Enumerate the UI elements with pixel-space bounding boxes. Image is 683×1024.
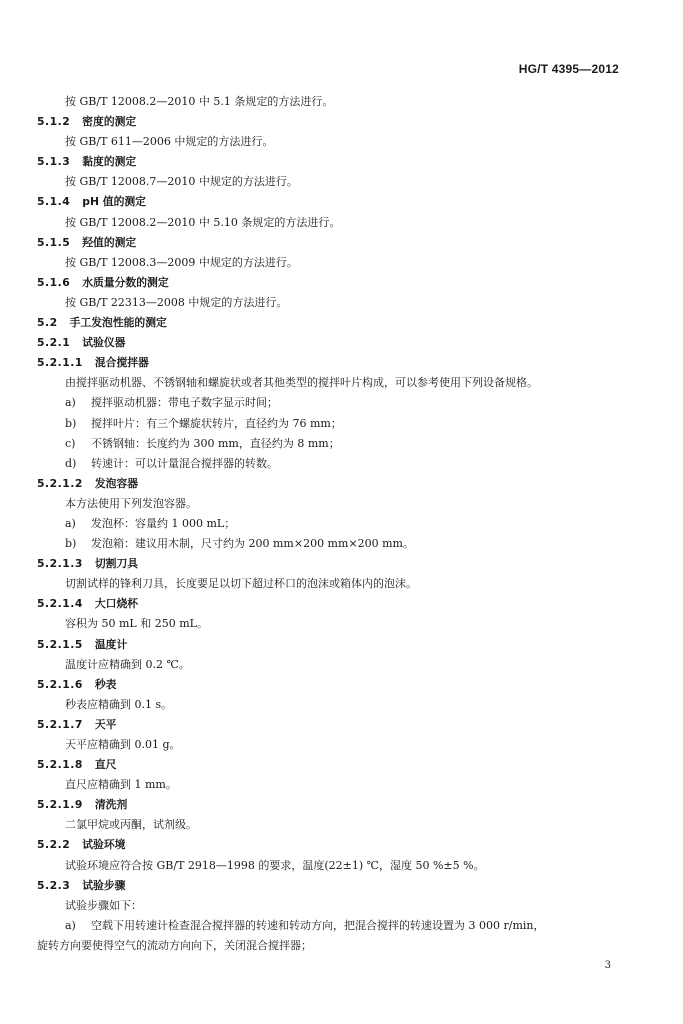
paragraph: 秒表应精确到 0.1 s。	[65, 697, 173, 711]
list-item-text: 不锈钢轴：长度约为 300 mm，直径约为 8 mm；	[91, 436, 340, 450]
section-heading	[37, 353, 637, 373]
section-heading	[37, 333, 637, 353]
section-heading	[37, 635, 637, 655]
section-heading	[37, 755, 637, 775]
section-title: 发泡容器	[94, 476, 139, 490]
section-heading	[37, 313, 637, 333]
paragraph: 直尺应精确到 1 mm。	[65, 778, 177, 792]
section-title: pH 值的测定	[82, 195, 146, 209]
section-title: 温度计	[94, 637, 128, 651]
list-marker: a)	[65, 918, 76, 932]
paragraph: 按 GB/T 12008.3—2009 中规定的方法进行。	[65, 255, 298, 269]
section-heading	[37, 112, 637, 132]
paragraph: 温度计应精确到 0.2 ℃。	[65, 657, 190, 671]
section-title: 切割刀具	[94, 557, 139, 571]
list-item	[37, 514, 637, 534]
section-heading	[37, 152, 637, 172]
section-number: 5.2.1.8	[37, 758, 83, 772]
paragraph: 二氯甲烷或丙酮，试剂级。	[65, 818, 197, 832]
section-number: 5.2.1.5	[37, 637, 83, 651]
paragraph: 按 GB/T 12008.2—2010 中 5.10 条规定的方法进行。	[65, 215, 341, 229]
list-item	[37, 454, 637, 474]
section-number: 5.2.1.9	[37, 798, 83, 812]
list-marker: a)	[65, 516, 76, 530]
list-marker: a)	[65, 396, 76, 410]
section-number: 5.2.2	[37, 838, 71, 852]
section-title: 试验环境	[82, 838, 126, 852]
paragraph: 天平应精确到 0.01 g。	[65, 738, 181, 751]
section-title: 试验步骤	[82, 878, 126, 892]
paragraph: 试验环境应符合按 GB/T 2918—1998 的要求，温度(22±1) ℃，湿度 50 %±5 %。	[65, 858, 485, 872]
section-number: 5.2.1.4	[37, 597, 83, 611]
section-number: 5.2.3	[37, 878, 71, 892]
section-heading	[37, 715, 637, 735]
section-title: 密度的测定	[82, 115, 137, 129]
list-marker: b)	[65, 537, 77, 551]
paragraph: 本方法使用下列发泡容器。	[65, 496, 197, 510]
section-heading	[37, 876, 637, 896]
list-item	[37, 414, 637, 434]
section-title: 黏度的测定	[82, 155, 137, 169]
section-number: 5.1.6	[37, 275, 71, 289]
section-heading	[37, 675, 637, 695]
paragraph: 切割试样的锋利刀具，长度要足以切下超过杯口的泡沫或箱体内的泡沫。	[65, 577, 417, 591]
section-title: 手工发泡性能的测定	[69, 316, 167, 330]
paragraph: 按 GB/T 611—2006 中规定的方法进行。	[65, 135, 274, 149]
list-marker: d)	[65, 456, 77, 470]
standard-code: HG/T 4395—2012	[518, 62, 619, 76]
section-heading	[37, 554, 637, 574]
list-item	[37, 534, 637, 554]
section-number: 5.2	[37, 316, 58, 330]
section-number: 5.2.1	[37, 336, 71, 350]
list-item-text: 搅拌叶片：有三个螺旋状转片，直径约为 76 mm；	[91, 416, 342, 430]
paragraph: 容积为 50 mL 和 250 mL。	[65, 617, 208, 631]
list-item-text: 发泡箱：建议用木制，尺寸约为 200 mm×200 mm×200 mm。	[91, 537, 414, 551]
section-title: 羟值的测定	[82, 235, 137, 249]
section-number: 5.2.1.3	[37, 557, 83, 571]
section-number: 5.2.1.7	[37, 717, 83, 731]
list-item	[37, 393, 637, 413]
list-marker: c)	[65, 436, 76, 450]
list-marker: b)	[65, 416, 77, 430]
list-item-text: 转速计：可以计量混合搅拌器的转数。	[91, 456, 278, 470]
section-heading	[37, 594, 637, 614]
section-number: 5.1.5	[37, 235, 71, 249]
list-item-text: 发泡杯：容量约 1 000 mL；	[91, 516, 236, 530]
section-heading	[37, 273, 637, 293]
section-number: 5.1.3	[37, 155, 71, 169]
paragraph: 按 GB/T 12008.7—2010 中规定的方法进行。	[65, 175, 298, 189]
section-title: 试验仪器	[82, 336, 126, 350]
section-title: 水质量分数的测定	[82, 275, 169, 289]
section-heading	[37, 233, 637, 253]
section-title: 直尺	[94, 758, 117, 772]
section-title: 天平	[94, 717, 117, 731]
section-number: 5.1.4	[37, 195, 71, 209]
paragraph: 按 GB/T 12008.2—2010 中 5.1 条规定的方法进行。	[65, 95, 334, 108]
section-title: 清洗剂	[94, 798, 128, 812]
section-heading	[37, 192, 637, 212]
list-item	[37, 916, 637, 936]
section-number: 5.2.1.1	[37, 356, 83, 370]
list-item-text: 搅拌驱动机器：带电子数字显示时间；	[91, 396, 278, 410]
section-heading	[37, 835, 637, 855]
page-number: 3	[604, 960, 611, 971]
paragraph-continuation: 旋转方向要使得空气的流动方向向下，关闭混合搅拌器；	[37, 938, 312, 952]
section-heading	[37, 474, 637, 494]
section-number: 5.1.2	[37, 115, 71, 129]
paragraph: 试验步骤如下：	[65, 898, 142, 912]
document-body	[37, 92, 637, 956]
paragraph: 按 GB/T 22313—2008 中规定的方法进行。	[65, 295, 288, 309]
section-heading	[37, 795, 637, 815]
section-title: 混合搅拌器	[94, 356, 149, 370]
list-item	[37, 434, 637, 454]
section-number: 5.2.1.2	[37, 476, 83, 490]
list-item-text: 空载下用转速计检查混合搅拌器的转速和转动方向，把混合搅拌的转速设置为 3 000 r/min，	[91, 918, 545, 932]
section-number: 5.2.1.6	[37, 677, 83, 691]
section-title: 大口烧杯	[94, 597, 139, 611]
paragraph: 由搅拌驱动机器、不锈钢轴和螺旋状或者其他类型的搅拌叶片构成，可以参考使用下列设备规格。	[65, 376, 538, 390]
section-title: 秒表	[94, 677, 117, 691]
